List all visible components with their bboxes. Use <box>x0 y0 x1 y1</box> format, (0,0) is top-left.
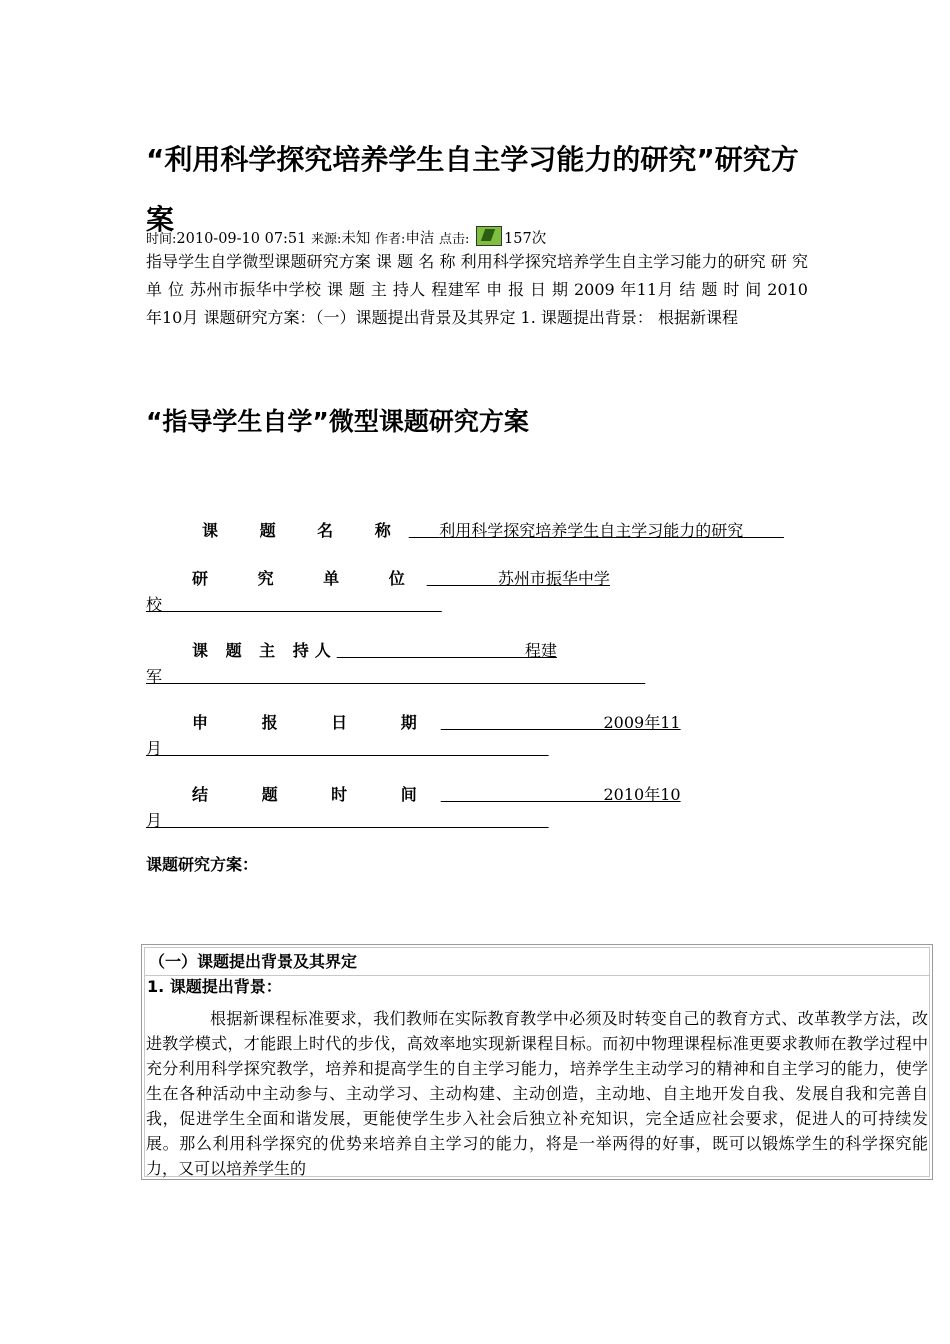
source-label: 来源: <box>311 232 342 247</box>
section-heading: （一）课题提出背景及其界定 <box>145 948 929 976</box>
end-row <box>192 782 681 805</box>
topic-value: 利用科学探究培养学生自主学习能力的研究 <box>439 521 744 540</box>
hit-counter-icon <box>476 226 502 246</box>
host-value: 程建 <box>524 641 557 660</box>
host-row-cont <box>146 664 645 687</box>
host-value-cont: 军 <box>146 667 163 686</box>
section-table-inner <box>144 947 930 1177</box>
host-label: 课 题 主 持人 <box>192 641 337 660</box>
apply-value-cont: 月 <box>146 739 163 758</box>
time-value: 2010-09-10 07:51 <box>176 231 307 247</box>
section-body: 根据新课程标准要求，我们教师在实际教育教学中必须及时转变自己的教育方式、改革教学方法，改进教学模式，才能跟上时代的步伐，高效率地实现新课程目标。而初中物理课程标准更要求教师在教学过程中充分利用科学探究教学，培养和提高学生的自主学习能力，培养学生主动学习的精神和自主学习的能力，使学生在各种活动中主动参与、主动学习、主动构建、主动创造，主动地、自主地开发自我、发展自我和完善自我，促进学生全面和谐发展，更能使学生步入社会后独立补充知识，完全适应社会要求，促进人的可持续发展。那么利用科学探究的优势来培养自主学习的能力，将是一举两得的好事，既可以锻炼学生的科学探究能力，又可以培养学生的 <box>146 1009 928 1178</box>
unit-row <box>192 566 610 589</box>
time-label: 时间: <box>146 232 177 247</box>
apply-row <box>192 710 681 733</box>
article-summary: 指导学生自学微型课题研究方案 课 题 名 称 利用科学探究培养学生自主学习能力的研究 研 究 单 位 苏州市振华中学校 课 题 主 持人 程建军 申 报 日 期 2009 年11月 结 题 时 间 2010 年10月 课题研究方案：（一）课题提出背景及其界定 1. 课题提出背景： 根据新课程 <box>146 252 808 327</box>
unit-value-cont: 校 <box>146 595 163 614</box>
unit-value: 苏州市振华中学 <box>497 569 610 588</box>
end-label: 结 题 时 间 <box>192 785 441 804</box>
apply-row-cont <box>146 736 549 759</box>
unit-label: 研 究 单 位 <box>192 569 427 588</box>
clicks-value: 157 <box>504 231 532 247</box>
end-value-cont: 月 <box>146 811 163 830</box>
clicks-unit: 次 <box>531 231 547 247</box>
apply-value: 2009年11 <box>603 713 681 732</box>
host-row <box>192 638 557 661</box>
topic-row <box>202 518 784 541</box>
topic-label: 课 题 名 称 <box>202 521 409 540</box>
article-title: “利用科学探究培养学生自主学习能力的研究”研究方案 <box>146 143 799 236</box>
clicks-label: 点击: <box>439 232 470 247</box>
article-meta <box>146 226 546 248</box>
author-label: 作者: <box>375 232 406 247</box>
author-value: 申洁 <box>405 231 435 247</box>
end-value: 2010年10 <box>603 785 681 804</box>
apply-label: 申 报 日 期 <box>192 713 441 732</box>
section-subheading: 1. 课题提出背景： <box>147 977 282 996</box>
section-table <box>141 944 933 1180</box>
plan-label: 课题研究方案： <box>146 855 259 874</box>
document-subtitle: “指导学生自学”微型课题研究方案 <box>146 407 529 436</box>
unit-row-cont <box>146 592 442 615</box>
end-row-cont <box>146 808 549 831</box>
source-value: 未知 <box>341 231 371 247</box>
